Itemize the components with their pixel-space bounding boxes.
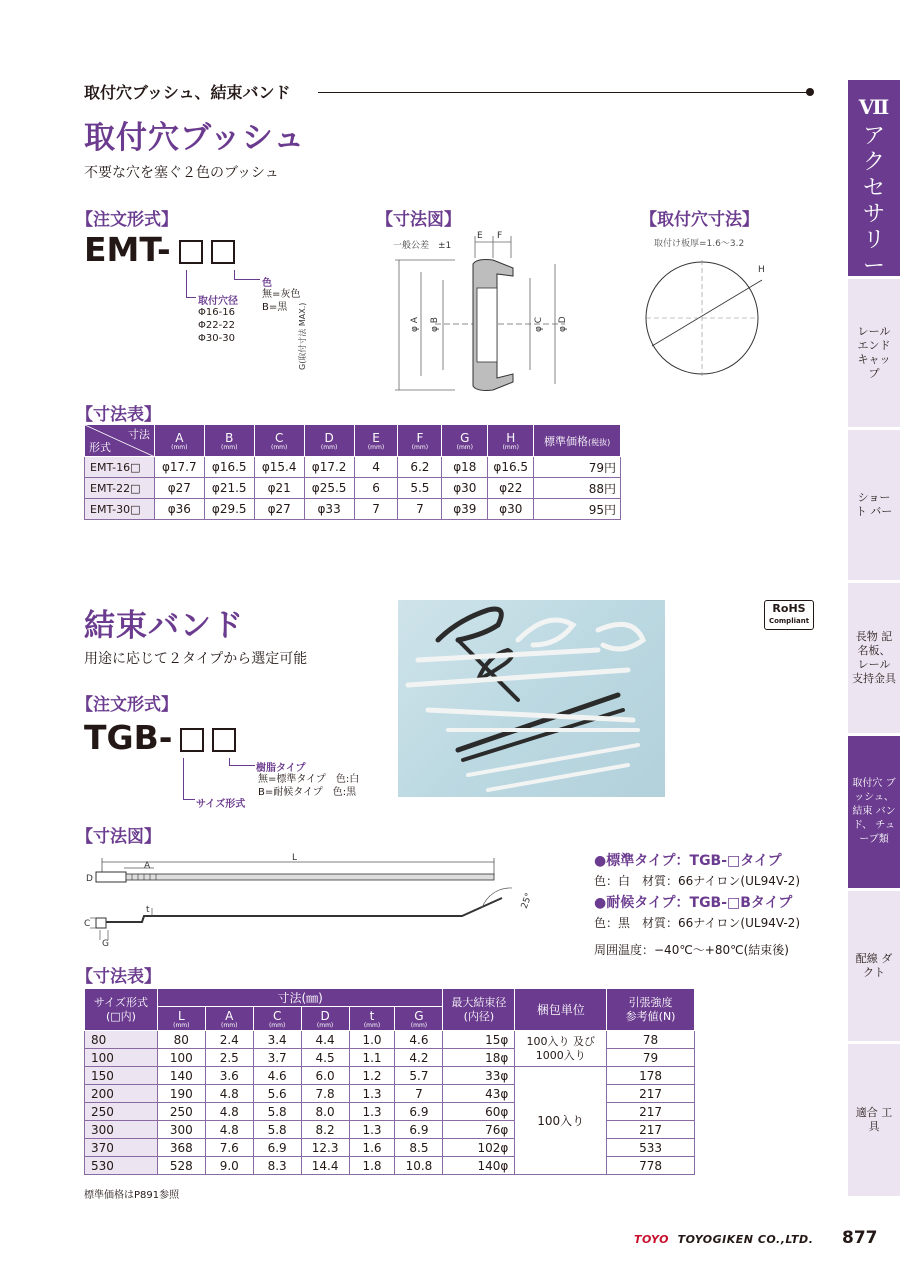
ambient-temperature: 周囲温度：−40℃～+80℃(結束後) [594,943,789,957]
dim-cell: 1.3 [349,1121,395,1139]
dim-cell: 1.0 [349,1031,395,1049]
dim-cell: φ27 [154,478,204,499]
band-subtitle: 用途に応じて２タイプから選定可能 [84,651,308,667]
col-header-max: 最大結束径 (内径) [443,989,515,1031]
dim-cell: 80 [157,1031,205,1049]
dim-cell: φ21 [254,478,304,499]
color-options [262,288,300,314]
size-cell: 370 [85,1139,158,1157]
dim-F-label: F [497,231,503,241]
hole-label: 取付穴径 [198,296,238,307]
dim-H-label: H [758,265,765,275]
rohs-badge [764,600,814,630]
col-header: A (mm) [205,1007,253,1031]
band-model-prefix: TGB- [84,718,173,757]
bushing-dim-heading: 【寸法図】 [376,210,461,230]
dim-cell: 1.3 [349,1085,395,1103]
band-resin-box [212,728,236,752]
plate-thickness-label: 取付け板厚=1.6～3.2 [654,239,745,249]
size-bracket [183,758,195,800]
resin-bracket [229,758,255,766]
dim-cell: 6.9 [395,1121,443,1139]
dim-A-label: φ A [410,317,420,332]
size-cell: 150 [85,1067,158,1085]
sidebar-item-nameplate[interactable] [848,583,900,733]
type-standard-title [594,850,782,870]
dim-cell: φ16.5 [488,457,534,478]
bushing-order-heading: 【注文形式】 [76,210,178,230]
dim-cell: 3.6 [205,1067,253,1085]
bushing-dimension-drawing [298,228,585,408]
type-weather-title [594,892,792,912]
dim-cell: 8.5 [395,1139,443,1157]
col-header: F (mm) [398,425,442,457]
pack-cell: 100入り [515,1067,607,1175]
price-reference-note: 標準価格はP891参照 [84,1190,180,1201]
price-cell: 79円 [534,457,621,478]
cable-tie-photo [398,600,665,797]
resin-label: 樹脂タイプ [256,763,306,774]
dim-cell: 2.4 [205,1031,253,1049]
col-header-dim: 寸法(㎜) [157,989,443,1007]
bushing-title: 取付穴ブッシュ [84,120,306,156]
band-title: 結束バンド [84,608,244,644]
size-cell: 300 [85,1121,158,1139]
tensile-cell: 178 [607,1067,695,1085]
col-header: C (mm) [253,1007,301,1031]
sidebar-item-short-bar[interactable] [848,430,900,580]
bushing-spec-table [84,424,621,520]
pack-cell: 100入り 及び 1000入り [515,1031,607,1067]
dim-cell: 8.3 [253,1157,301,1175]
size-cell: 80 [85,1031,158,1049]
col-header: G (mm) [442,425,488,457]
bushing-subtitle: 不要な穴を塞ぐ２色のブッシュ [84,165,279,181]
band-dimension-drawing [82,848,562,948]
band-table-heading: 【寸法表】 [76,967,161,987]
dim-cell: 4.6 [253,1067,301,1085]
dim-cell: 4.6 [395,1031,443,1049]
dim-cell: 7.6 [205,1139,253,1157]
dim-cell: 12.3 [301,1139,349,1157]
dim-D-label-band: D [86,874,93,884]
dim-C-label: φ C [534,316,544,332]
color-option: B=黒 [262,302,288,313]
type-standard-text: ●標準タイプ：TGB-□タイプ [594,853,782,869]
dim-cell: φ36 [154,499,204,520]
section-heading: 取付穴ブッシュ、結束バンド [84,83,291,102]
dim-cell: 528 [157,1157,205,1175]
col-header-size: サイズ形式 (□内) [85,989,158,1031]
col-header: D (mm) [301,1007,349,1031]
dim-cell: 10.8 [395,1157,443,1175]
size-label: サイズ形式 [196,799,246,810]
dim-cell: 4.8 [205,1103,253,1121]
rohs-badge-subtitle: Compliant [768,617,810,625]
dim-cell: 4.4 [301,1031,349,1049]
col-header: B (mm) [204,425,254,457]
dim-cell: 368 [157,1139,205,1157]
sidebar-item-label: 配線 ダクト [855,952,893,979]
dim-cell: φ27 [254,499,304,520]
table-row [85,478,621,499]
color-label: 色 [262,278,272,289]
dim-cell: 7 [354,499,398,520]
sidebar-item-rail-end-cap[interactable] [848,279,900,427]
dim-cell: 1.8 [349,1157,395,1175]
price-cell: 95円 [534,499,621,520]
bushing-hole-heading: 【取付穴寸法】 [640,210,759,230]
max-diameter-cell: 140φ [443,1157,515,1175]
size-cell: 200 [85,1085,158,1103]
col-header-tensile: 引張強度 参考値(N) [607,989,695,1031]
dim-cell: φ18 [442,457,488,478]
sidebar-item-label: 取付穴 ブッシュ、 結束 バンド、 チューブ類 [852,778,896,845]
sidebar-item-label: レール エンド キャップ [857,325,891,380]
sidebar-item-label: ショート バー [855,491,893,518]
bushing-model-prefix: EMT- [84,230,171,269]
dim-cell: 190 [157,1085,205,1103]
table-corner-bottom: 形式 [89,441,111,454]
resin-option: 無=標準タイプ 色:白 [258,774,360,785]
hole-option: Φ22-22 [198,320,235,331]
table-corner [85,425,155,457]
dim-cell: 5.6 [253,1085,301,1103]
dim-cell: 5.7 [395,1067,443,1085]
tensile-cell: 217 [607,1103,695,1121]
dim-cell: 140 [157,1067,205,1085]
color-option: 無=灰色 [262,289,301,300]
dim-cell: 3.4 [253,1031,301,1049]
hole-bracket [186,270,196,298]
dim-cell: 5.8 [253,1103,301,1121]
dim-cell: 4.5 [301,1049,349,1067]
col-header: C (mm) [254,425,304,457]
dim-cell: 4.2 [395,1049,443,1067]
band-spec-table [84,988,695,1175]
col-header-pack: 梱包単位 [515,989,607,1031]
bushing-model-code [84,230,235,269]
dim-G-label: G(取付寸法 MAX.) [298,302,307,370]
tensile-cell: 778 [607,1157,695,1175]
max-diameter-cell: 76φ [443,1121,515,1139]
sidebar-chapter-tab[interactable] [848,80,900,279]
dim-cell: φ22 [488,478,534,499]
dim-cell: 6.9 [253,1139,301,1157]
dim-B-label: φ B [430,317,440,332]
table-row [85,1067,695,1085]
sidebar-item-label: 適合 工具 [855,1106,893,1133]
dim-cell: 5.5 [398,478,442,499]
resin-options [258,773,359,799]
dim-cell: 2.5 [205,1049,253,1067]
col-header: A (mm) [154,425,204,457]
resin-option: B=耐候タイプ 色:黒 [258,787,357,798]
dim-D-label: φ D [558,316,568,332]
model-cell: EMT-16□ [85,457,155,478]
table-corner-top: 寸法 [127,428,150,441]
heading-rule-dot [806,88,814,96]
dim-cell: 14.4 [301,1157,349,1175]
table-row [85,457,621,478]
max-diameter-cell: 60φ [443,1103,515,1121]
tensile-cell: 79 [607,1049,695,1067]
sidebar-item-duct[interactable] [848,891,900,1041]
mounting-hole-drawing [640,250,780,380]
band-model-code [84,718,236,757]
dim-cell: φ29.5 [204,499,254,520]
col-header: E (mm) [354,425,398,457]
company-mark: TOYO [634,1233,669,1246]
dim-cell: φ21.5 [204,478,254,499]
max-diameter-cell: 15φ [443,1031,515,1049]
chapter-number: Ⅶ [858,95,890,119]
dim-cell: 6.2 [398,457,442,478]
band-dim-heading: 【寸法図】 [76,827,161,847]
dim-cell: 5.8 [253,1121,301,1139]
col-header: H (mm) [488,425,534,457]
model-cell: EMT-22□ [85,478,155,499]
max-diameter-cell: 102φ [443,1139,515,1157]
dim-cell: φ39 [442,499,488,520]
bushing-table-heading: 【寸法表】 [76,405,161,425]
dim-cell: φ30 [488,499,534,520]
size-cell: 100 [85,1049,158,1067]
dim-cell: 6.9 [395,1103,443,1121]
dim-cell: 1.3 [349,1103,395,1121]
tolerance-label: 一般公差 ±1 [393,241,452,251]
dim-cell: φ33 [304,499,354,520]
company-logo [634,1233,813,1246]
dim-L-label: L [292,853,298,863]
dim-cell: 8.0 [301,1103,349,1121]
tensile-cell: 217 [607,1121,695,1139]
dim-cell: φ17.2 [304,457,354,478]
dim-cell: 3.7 [253,1049,301,1067]
tensile-cell: 533 [607,1139,695,1157]
dim-cell: φ15.4 [254,457,304,478]
tensile-cell: 78 [607,1031,695,1049]
sidebar-item-bushing-band[interactable] [848,736,900,888]
dim-cell: φ16.5 [204,457,254,478]
dim-cell: 8.2 [301,1121,349,1139]
dim-cell: 1.2 [349,1067,395,1085]
model-cell: EMT-30□ [85,499,155,520]
dim-A-label-band: A [144,861,151,871]
col-header: t (mm) [349,1007,395,1031]
dim-cell: 1.1 [349,1049,395,1067]
max-diameter-cell: 18φ [443,1049,515,1067]
type-standard-spec: 色：白 材質：66ナイロン(UL94V-2) [594,874,801,888]
chapter-title: アクセサリー [862,124,885,279]
col-header: D (mm) [304,425,354,457]
col-header: L (mm) [157,1007,205,1031]
max-diameter-cell: 43φ [443,1085,515,1103]
dim-cell: 7 [395,1085,443,1103]
type-weather-spec: 色：黒 材質：66ナイロン(UL94V-2) [594,916,801,930]
table-row [85,1031,695,1049]
dim-cell: 7 [398,499,442,520]
dim-cell: 1.6 [349,1139,395,1157]
dim-cell: 250 [157,1103,205,1121]
dim-cell: 4.8 [205,1085,253,1103]
size-cell: 250 [85,1103,158,1121]
rohs-badge-title: RoHS [772,602,806,615]
dim-t-label: t [146,905,150,915]
dim-cell: 300 [157,1121,205,1139]
company-name: TOYOGIKEN CO.,LTD. [677,1233,814,1246]
sidebar-item-tools[interactable] [848,1044,900,1196]
sidebar-item-label: 長物 記名板、 レール 支持金具 [852,630,896,685]
hole-options [198,306,235,345]
type-weather-text: ●耐候タイプ：TGB-□Bタイプ [594,895,793,911]
dim-cell: 4.8 [205,1121,253,1139]
price-cell: 88円 [534,478,621,499]
bushing-hole-box [179,240,203,264]
table-row [85,499,621,520]
dim-cell: 100 [157,1049,205,1067]
tensile-cell: 217 [607,1085,695,1103]
color-bracket [234,270,260,280]
dim-G-label-band: G [102,939,109,949]
dim-cell: 6.0 [301,1067,349,1085]
band-order-heading: 【注文形式】 [76,695,178,715]
max-diameter-cell: 33φ [443,1067,515,1085]
dim-cell: φ30 [442,478,488,499]
dim-cell: φ17.7 [154,457,204,478]
bushing-color-box [211,240,235,264]
heading-rule [318,92,810,93]
col-header-price: 標準価格(税抜) [534,425,621,457]
dim-C-label-band: C [84,919,91,929]
dim-cell: 6 [354,478,398,499]
hole-option: Φ16-16 [198,307,235,318]
col-header: G (mm) [395,1007,443,1031]
dim-E-label: E [477,231,483,241]
dim-cell: φ25.5 [304,478,354,499]
dim-cell: 7.8 [301,1085,349,1103]
dim-cell: 9.0 [205,1157,253,1175]
angle-label: 25° [519,891,535,911]
hole-option: Φ30-30 [198,333,235,344]
band-size-box [180,728,204,752]
page-number: 877 [842,1228,878,1248]
size-cell: 530 [85,1157,158,1175]
dim-cell: 4 [354,457,398,478]
